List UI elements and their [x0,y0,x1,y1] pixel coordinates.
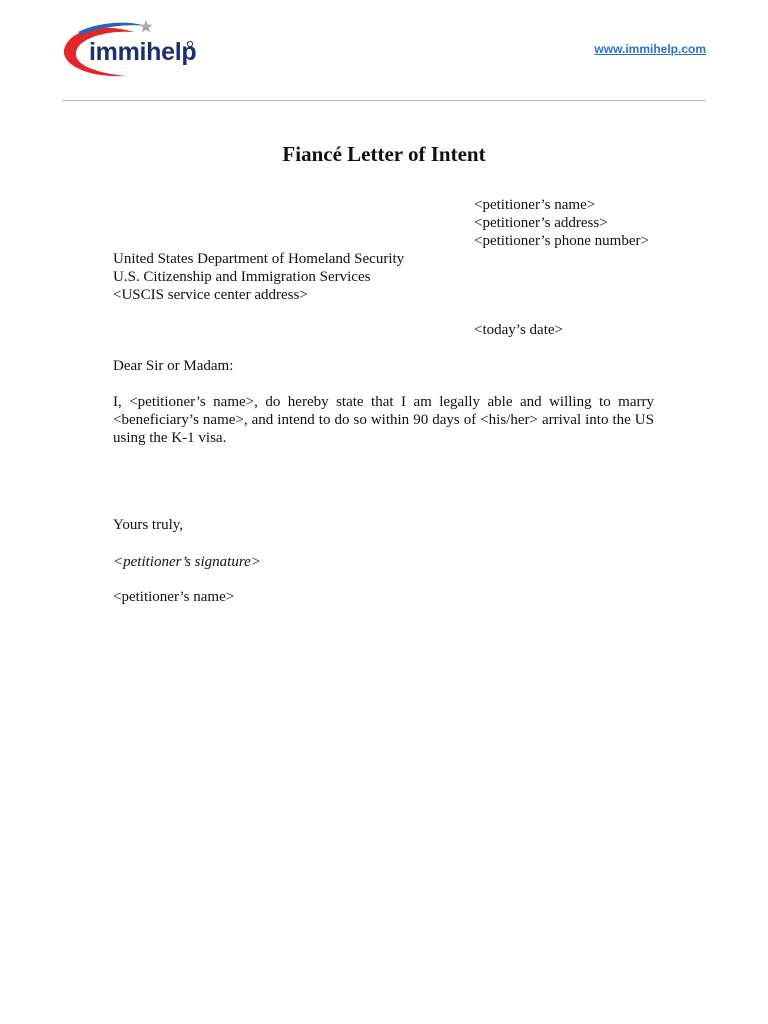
page-header [62,14,706,86]
petitioner-phone-line: <petitioner’s phone number> [474,233,649,249]
petitioner-address-line: <petitioner’s address> [474,215,608,231]
logo-wordmark: immihelp [89,38,197,66]
website-link[interactable]: www.immihelp.com [594,42,706,56]
recipient-department-line: United States Department of Homeland Security [113,251,405,267]
document-title: Fiancé Letter of Intent [282,142,486,166]
petitioner-contact-block [474,196,714,250]
recipient-address-block [113,250,453,304]
salutation: Dear Sir or Madam: [113,358,234,374]
petitioner-name-line: <petitioner’s name> [474,197,596,213]
header-divider [62,100,706,101]
letter-date: <today’s date> [474,322,563,338]
signer-name: <petitioner’s name> [113,589,235,605]
recipient-agency-line: U.S. Citizenship and Immigration Services [113,269,371,285]
recipient-address-line: <USCIS service center address> [113,287,308,303]
letter-body: I, <petitioner’s name>, do hereby state that I am legally able and willing to marry <beneficiary’s name>, and intend to do so within 90 days of <his/her> arrival into the US using the K-1 visa. [113,394,654,446]
signature-placeholder: <petitioner’s signature> [113,554,261,570]
immihelp-logo[interactable] [62,16,202,82]
letter-closing: Yours truly, [113,517,184,533]
